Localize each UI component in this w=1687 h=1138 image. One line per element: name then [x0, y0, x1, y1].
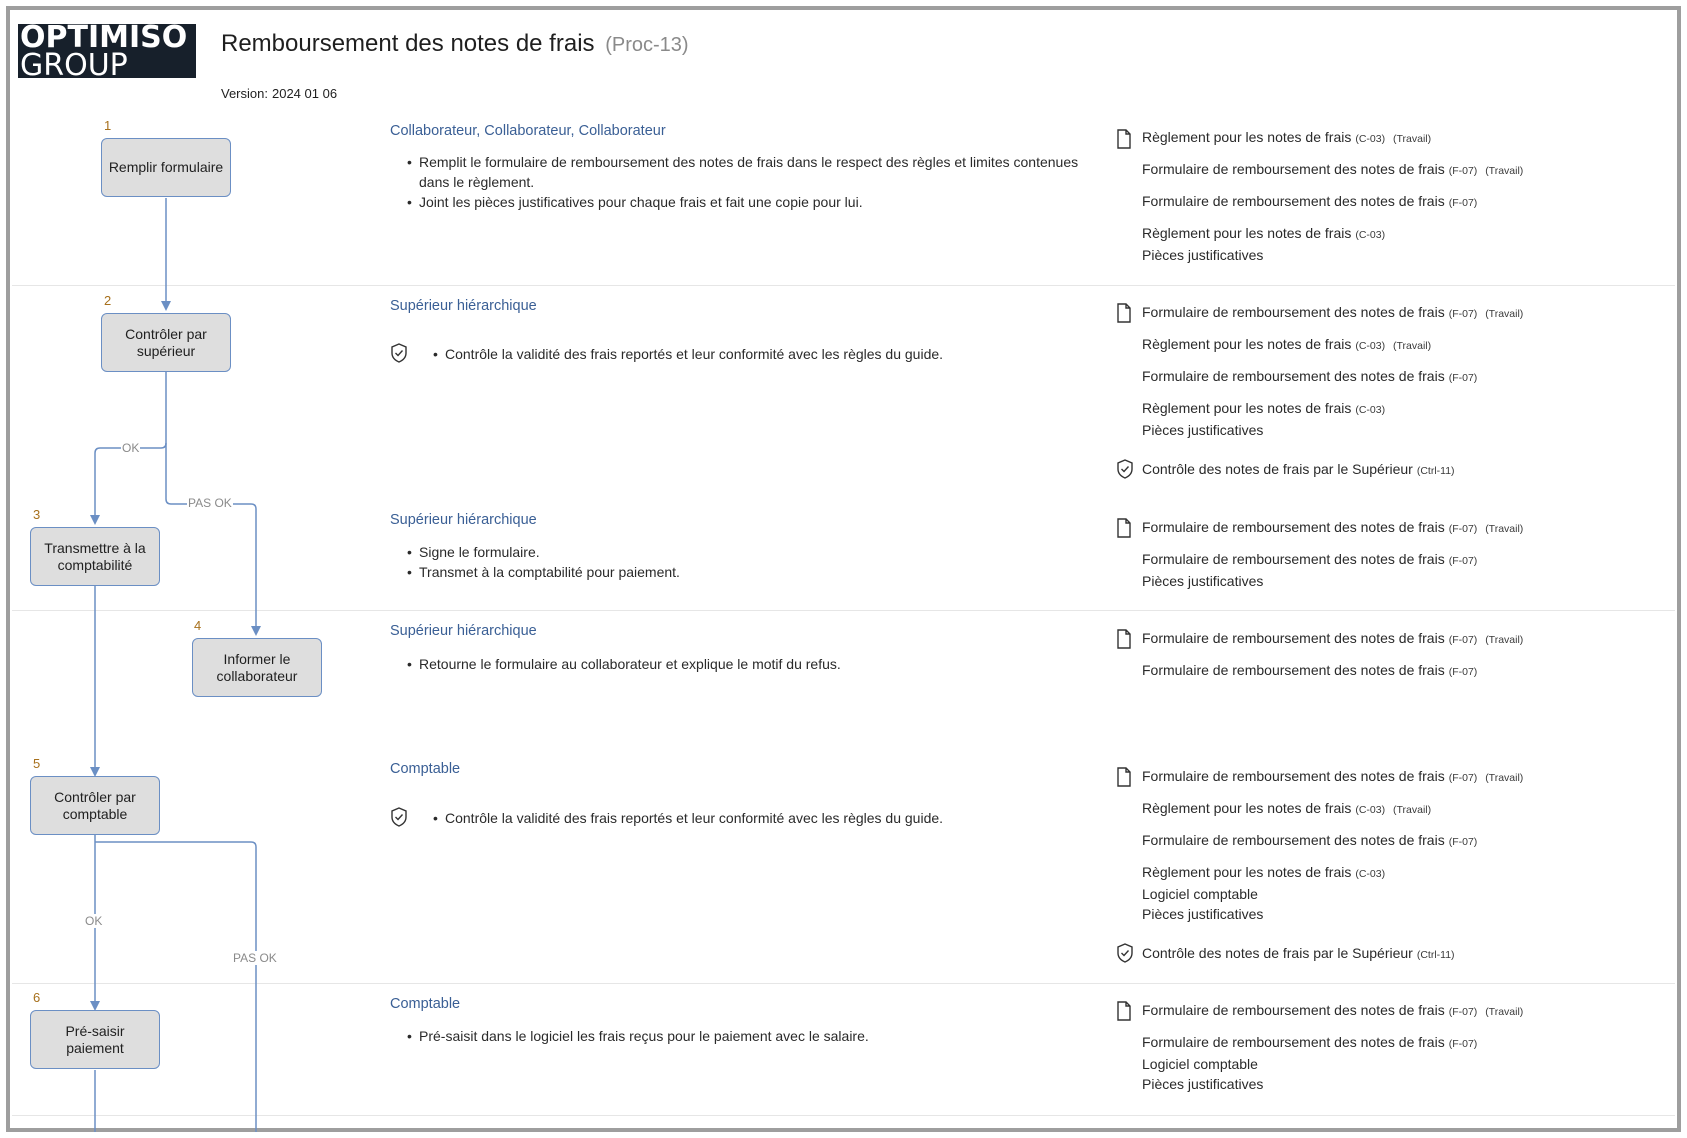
step-box-remplir-formulaire[interactable]: Remplir formulaire — [101, 138, 231, 197]
document-link[interactable]: Pièces justificatives — [1142, 422, 1264, 438]
document-link[interactable]: Formulaire de remboursement des notes de frais (F-07) (Travail) — [1142, 519, 1524, 535]
document-icon — [1116, 518, 1132, 538]
document-icon — [1116, 129, 1132, 149]
document-link[interactable]: Règlement pour les notes de frais (C-03) — [1142, 864, 1386, 880]
step-box-controler-superieur[interactable]: Contrôler par supérieur — [101, 313, 231, 372]
control-link[interactable]: Contrôle des notes de frais par le Supérieur (Ctrl-11) — [1142, 945, 1455, 961]
document-link[interactable]: Règlement pour les notes de frais (C-03) — [1142, 400, 1386, 416]
document-link[interactable]: Formulaire de remboursement des notes de frais (F-07) (Travail) — [1142, 161, 1524, 177]
control-shield-icon — [390, 343, 408, 363]
version-label: Version: — [221, 86, 268, 101]
document-link[interactable]: Pièces justificatives — [1142, 1076, 1264, 1092]
description-bullet: • Transmet à la comptabilité pour paiement. — [407, 562, 1087, 582]
step-number: 1 — [104, 118, 112, 133]
connector-5-pasok — [95, 842, 256, 1132]
control-shield-icon — [1116, 459, 1134, 479]
edge-label-ok: OK — [85, 914, 103, 928]
control-link[interactable]: Contrôle des notes de frais par le Supérieur (Ctrl-11) — [1142, 461, 1455, 477]
document-link[interactable]: Règlement pour les notes de frais (C-03) (Travail) — [1142, 129, 1432, 145]
step-number: 3 — [33, 507, 41, 522]
step-number: 4 — [194, 618, 202, 633]
document-link[interactable]: Formulaire de remboursement des notes de frais (F-07) — [1142, 368, 1478, 384]
description-bullet: • Pré-saisit dans le logiciel les frais reçus pour le paiement avec le salaire. — [407, 1026, 1087, 1046]
step-description — [407, 542, 1087, 582]
step-role[interactable]: Supérieur hiérarchique — [390, 623, 537, 639]
step-description — [407, 654, 1087, 674]
document-link[interactable]: Logiciel comptable — [1142, 886, 1258, 902]
edge-label-ok: OK — [122, 441, 140, 455]
document-icon — [1116, 767, 1132, 787]
document-link[interactable]: Formulaire de remboursement des notes de frais (F-07) — [1142, 193, 1478, 209]
document-link[interactable]: Formulaire de remboursement des notes de frais (F-07) (Travail) — [1142, 630, 1524, 646]
document-link[interactable]: Logiciel comptable — [1142, 1056, 1258, 1072]
description-bullet: • Contrôle la validité des frais reportés et leur conformité avec les règles du guide. — [433, 808, 1113, 828]
step-role[interactable]: Collaborateur, Collaborateur, Collaborateur — [390, 123, 666, 139]
document-link[interactable]: Règlement pour les notes de frais (C-03) (Travail) — [1142, 800, 1432, 816]
description-bullet: • Signe le formulaire. — [407, 542, 1087, 562]
document-link[interactable]: Formulaire de remboursement des notes de frais (F-07) (Travail) — [1142, 304, 1524, 320]
step-box-controler-comptable[interactable]: Contrôler par comptable — [30, 776, 160, 835]
document-link[interactable]: Formulaire de remboursement des notes de frais (F-07) (Travail) — [1142, 1002, 1524, 1018]
step-box-informer-collaborateur[interactable]: Informer le collaborateur — [192, 638, 322, 697]
step-box-pre-saisir-paiement[interactable]: Pré-saisir paiement — [30, 1010, 160, 1069]
edge-label-pas-ok: PAS OK — [233, 951, 277, 965]
document-link[interactable]: Pièces justificatives — [1142, 247, 1264, 263]
step-description — [407, 152, 1087, 212]
description-bullet: • Contrôle la validité des frais reportés et leur conformité avec les règles du guide. — [433, 344, 1113, 364]
document-icon — [1116, 629, 1132, 649]
document-link[interactable]: Formulaire de remboursement des notes de frais (F-07) — [1142, 832, 1478, 848]
version-value: 2024 01 06 — [271, 86, 338, 101]
step-number: 2 — [104, 293, 112, 308]
description-bullet: • Joint les pièces justificatives pour chaque frais et fait une copie pour lui. — [407, 192, 1087, 212]
step-number: 6 — [33, 990, 41, 1005]
description-bullet: • Remplit le formulaire de remboursement des notes de frais dans le respect des règles et limites contenues dans le règlement. — [407, 152, 1087, 192]
document-link[interactable]: Pièces justificatives — [1142, 906, 1264, 922]
document-icon — [1116, 1001, 1132, 1021]
logo-line-2: GROUP — [20, 48, 128, 78]
document-link[interactable]: Pièces justificatives — [1142, 573, 1264, 589]
edge-label-pas-ok: PAS OK — [188, 496, 232, 510]
step-role[interactable]: Supérieur hiérarchique — [390, 512, 537, 528]
document-icon — [1116, 303, 1132, 323]
step-number: 5 — [33, 756, 41, 771]
process-code: (Proc-13) — [605, 34, 689, 56]
logo-line-1: OPTIMISO — [20, 24, 188, 55]
connector-2-4-pasok — [166, 443, 256, 631]
document-link[interactable]: Formulaire de remboursement des notes de frais (F-07) — [1142, 1034, 1478, 1050]
step-description — [407, 1026, 1087, 1046]
step-description — [433, 808, 1113, 828]
document-link[interactable]: Règlement pour les notes de frais (C-03) — [1142, 225, 1386, 241]
control-shield-icon — [390, 807, 408, 827]
process-title: Remboursement des notes de frais — [221, 30, 595, 57]
step-description — [433, 344, 1113, 364]
document-link[interactable]: Formulaire de remboursement des notes de frais (F-07) — [1142, 662, 1478, 678]
document-link[interactable]: Règlement pour les notes de frais (C-03) (Travail) — [1142, 336, 1432, 352]
document-link[interactable]: Formulaire de remboursement des notes de frais (F-07) — [1142, 551, 1478, 567]
step-role[interactable]: Comptable — [390, 996, 461, 1012]
step-role[interactable]: Comptable — [390, 761, 461, 777]
control-shield-icon — [1116, 943, 1134, 963]
step-role[interactable]: Supérieur hiérarchique — [390, 298, 537, 314]
description-bullet: • Retourne le formulaire au collaborateur et explique le motif du refus. — [407, 654, 1087, 674]
document-link[interactable]: Formulaire de remboursement des notes de frais (F-07) (Travail) — [1142, 768, 1524, 784]
step-box-transmettre-comptabilite[interactable]: Transmettre à la comptabilité — [30, 527, 160, 586]
